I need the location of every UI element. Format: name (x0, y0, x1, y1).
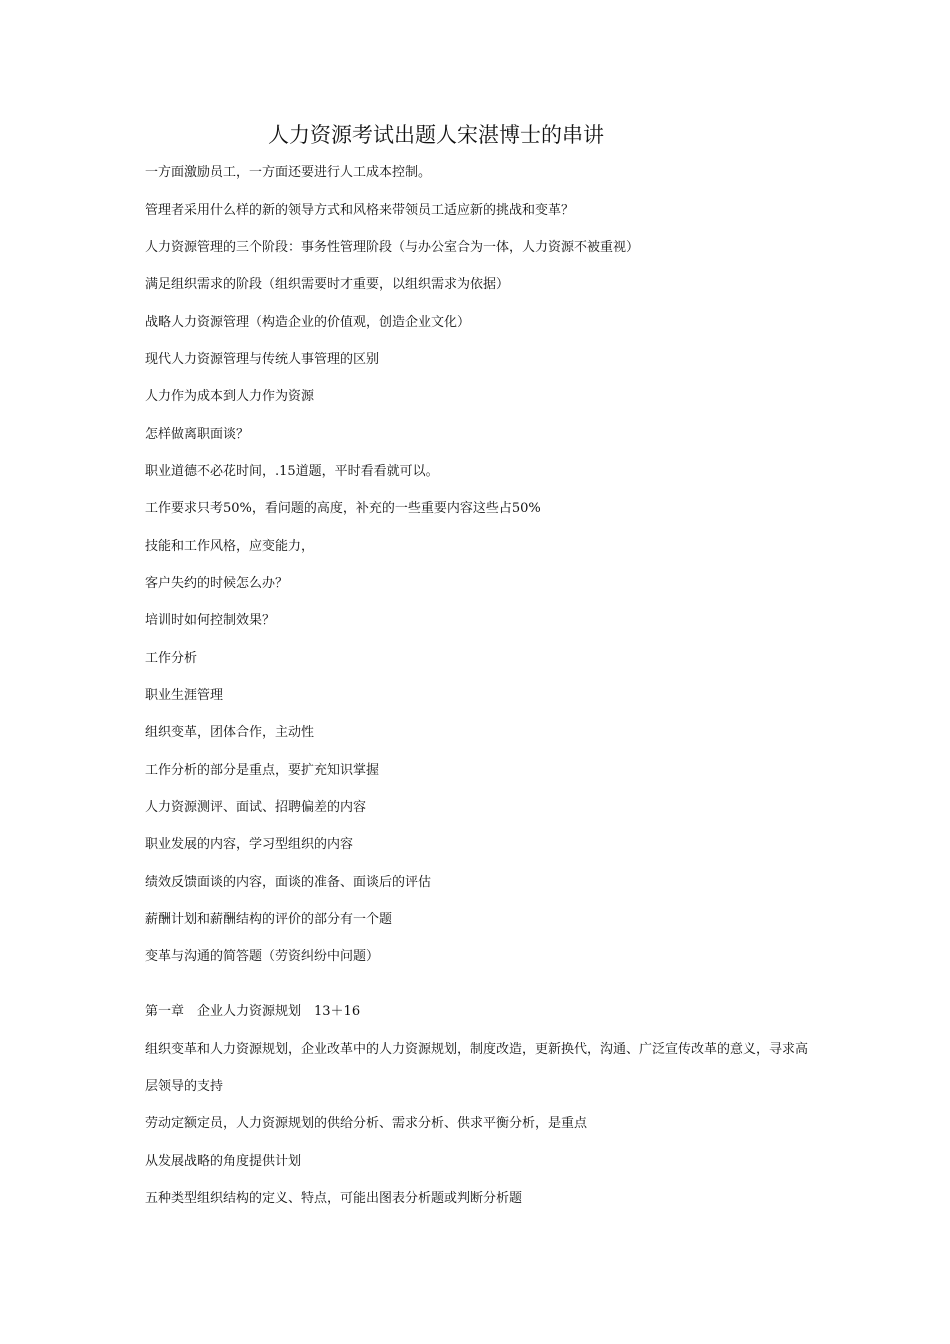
paragraph: 人力作为成本到人力作为资源 (145, 389, 315, 404)
paragraph: 组织变革，团体合作，主动性 (145, 725, 315, 740)
paragraph: 劳动定额定员，人力资源规划的供给分析、需求分析、供求平衡分析，是重点 (145, 1116, 588, 1131)
paragraph: 工作分析 (145, 651, 198, 666)
paragraph: 工作要求只考50%，看问题的高度，补充的一些重要内容这些占50% (145, 501, 541, 516)
paragraph: 五种类型组织结构的定义、特点，可能出图表分析题或判断分析题 (145, 1191, 523, 1206)
paragraph: 人力资源管理的三个阶段：事务性管理阶段（与办公室合为一体，人力资源不被重视） (145, 240, 640, 255)
paragraph: 客户失约的时候怎么办？ (145, 576, 289, 591)
paragraph: 绩效反馈面谈的内容，面谈的准备、面谈后的评估 (145, 875, 432, 890)
paragraph: 现代人力资源管理与传统人事管理的区别 (145, 352, 380, 367)
paragraph: 薪酬计划和薪酬结构的评价的部分有一个题 (145, 912, 393, 927)
paragraph: 职业生涯管理 (145, 688, 224, 703)
paragraph: 变革与沟通的简答题（劳资纠纷中问题） (145, 949, 380, 964)
paragraph: 技能和工作风格，应变能力， (145, 539, 315, 554)
paragraph: 职业道德不必花时间，.15道题，平时看看就可以。 (145, 464, 439, 479)
paragraph: 从发展战略的角度提供计划 (145, 1154, 302, 1169)
document-title: 人力资源考试出题人宋湛博士的串讲 (268, 123, 604, 147)
paragraph: 一方面激励员工，一方面还要进行人工成本控制。 (145, 165, 432, 180)
paragraph: 怎样做离职面谈？ (145, 427, 250, 442)
paragraph: 满足组织需求的阶段（组织需要时才重要，以组织需求为依据） (145, 277, 510, 292)
paragraph: 战略人力资源管理（构造企业的价值观，创造企业文化） (145, 315, 471, 330)
paragraph: 工作分析的部分是重点，要扩充知识掌握 (145, 763, 380, 778)
paragraph: 人力资源测评、面试、招聘偏差的内容 (145, 800, 367, 815)
paragraph: 管理者采用什么样的新的领导方式和风格来带领员工适应新的挑战和变革？ (145, 203, 575, 218)
chapter-heading: 第一章 企业人力资源规划 13＋16 (145, 1004, 361, 1019)
paragraph: 职业发展的内容，学习型组织的内容 (145, 837, 354, 852)
paragraph: 培训时如何控制效果？ (145, 613, 276, 628)
paragraph: 组织变革和人力资源规划，企业改革中的人力资源规划，制度改造，更新换代，沟通、广泛宣传改革的意义，寻求高层领导的支持 (145, 1042, 809, 1094)
